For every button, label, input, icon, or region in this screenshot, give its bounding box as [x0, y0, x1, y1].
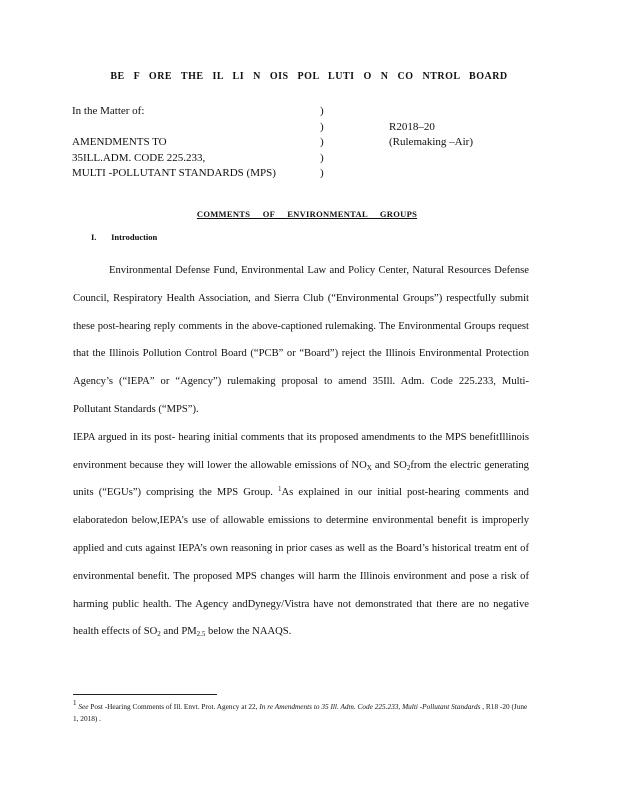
footnote-marker: 1 — [73, 699, 77, 707]
docket-number: R2018–20 — [389, 120, 435, 133]
footnote-divider — [73, 694, 217, 695]
paragraph-2-text: As explained in our initial post-hearing comments and elaboratedon below,IEPA’s use of allowable emissions to determine environmental benefit is improperly applied and cuts against IEPA’s own reasoning in prior cases as well as the Board’s historical treatm ent of environmental benefit. The proposed MPS changes will harm the Illinois environment and pose a risk of harming public health. The Agency andDynegy/Vistra have not demonstrated that there are no negative health effects of SO — [73, 487, 529, 638]
document-heading — [0, 204, 618, 222]
paragraph-2-text: IEPA argued in its post- hearing initial comments that its proposed amendments to the MPS benefitIllinois environment because they will lower the allowable emissions of NO — [73, 431, 529, 471]
caption-matter — [72, 104, 317, 182]
section-title: Introduction — [111, 232, 158, 242]
section-heading — [91, 232, 157, 242]
caption-paren: ) — [320, 120, 324, 133]
caption-paren: ) — [320, 136, 324, 148]
footnote-case-name: In re Amendments to 35 Ill. Adm. Code 225.233, Multi -Pollutant Standards — [259, 702, 481, 711]
footnote-reference[interactable]: 1 — [278, 485, 282, 494]
caption-paren: ) — [320, 167, 324, 179]
document-heading-text: COMMENTS OF ENVIRONMENTAL GROUPS — [196, 209, 418, 219]
section-number: I. — [91, 232, 97, 242]
body-text — [73, 257, 529, 646]
nox-subscript: X — [366, 463, 372, 472]
caption-line — [72, 120, 317, 136]
footnote-text: Post -Hearing Comments of Ill. Envt. Prot. Agency at 22, — [88, 702, 260, 711]
paragraph-1: Environmental Defense Fund, Environmental Law and Policy Center, Natural Resources Defense Council, Respiratory Health Association, and Sierra Club (“Environmental Groups”) respectfully submit these post-hearing reply comments in the above-captioned rulemaking. The Environmental Groups request that the Illinois Pollution Control Board (“PCB” or “Board”) reject the Illinois Environmental Protection Agency’s (“IEPA” or “Agency”) rulemaking proposal to amend 35Ill. Adm. Code 225.233, Multi- Pollutant Standards (“MPS”). — [73, 265, 529, 415]
caption-line: In the Matter of: — [72, 105, 145, 117]
caption-line: 35ILL.ADM. CODE 225.233, — [72, 151, 206, 164]
caption-paren: ) — [320, 105, 324, 117]
paragraph-2 — [73, 424, 529, 646]
so2-subscript: 2 — [157, 630, 161, 639]
pm25-subscript: 2.5 — [196, 630, 206, 639]
document-title: BE F ORE THE IL LI N OIS POL LUTI O N CO NTROL BOARD — [110, 71, 508, 82]
footnote-see: See — [78, 702, 89, 711]
docket-type: (Rulemaking –Air) — [389, 136, 474, 148]
footnote-text: , R18 -20 (June 1, 2018) . — [73, 702, 528, 723]
caption-docket — [389, 120, 549, 151]
footnote — [73, 701, 533, 725]
caption-line: MULTI -POLLUTANT STANDARDS (MPS) — [72, 167, 276, 179]
paragraph-2-text: from the electric generating units (“EGUs”) comprising the MPS Group. — [73, 459, 529, 499]
caption-line: AMENDMENTS TO — [72, 136, 167, 148]
paragraph-2-text: and SO — [371, 459, 407, 471]
paragraph-2-text: and PM — [160, 626, 197, 638]
caption-parentheses — [320, 104, 332, 182]
paragraph-2-text: below the NAAQS. — [205, 626, 292, 638]
caption-paren: ) — [320, 151, 324, 164]
so2-subscript: 2 — [406, 463, 411, 472]
